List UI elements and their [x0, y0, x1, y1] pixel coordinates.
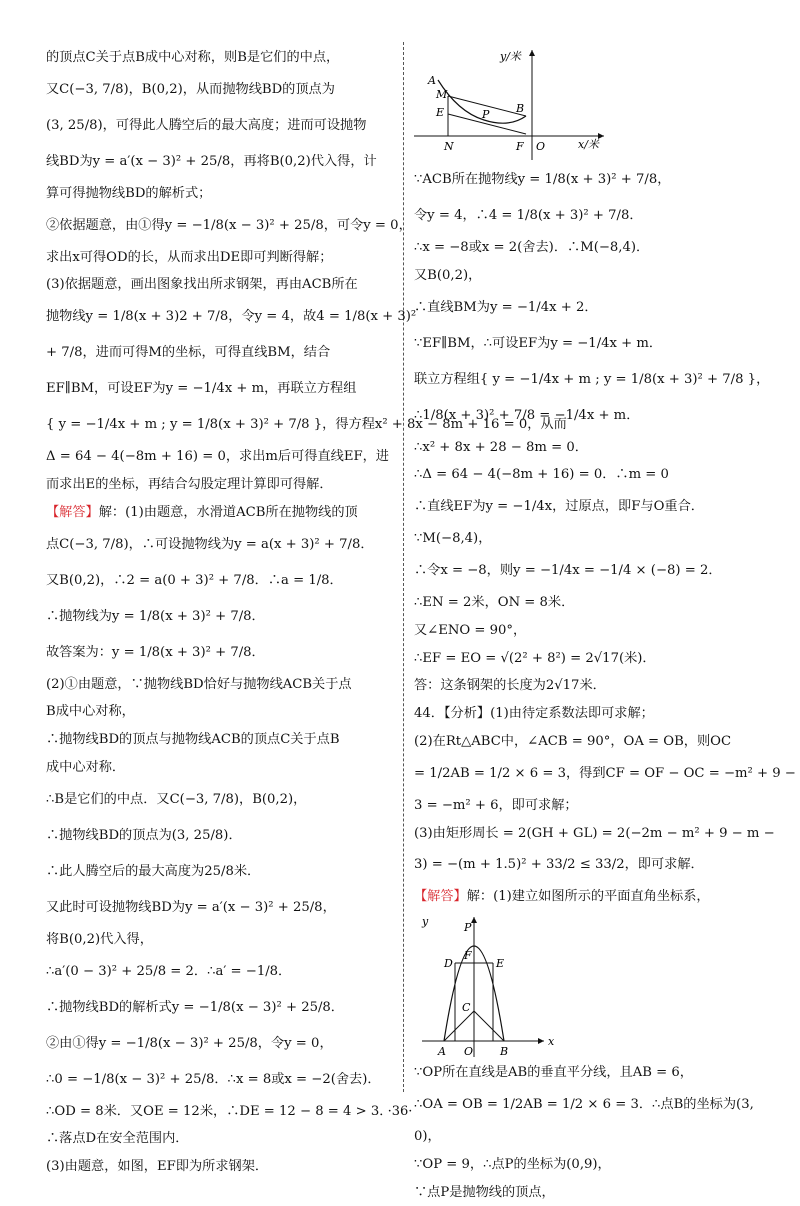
y-axis-label: y [422, 915, 429, 929]
text-line [46, 499, 394, 527]
text-line: Δ = 64 − 4(−8m + 16) = 0，求出m后可得直线EF，进 [46, 449, 389, 465]
text-line: 点C(−3, 7/8)，∴可设抛物线为y = a(x + 3)² + 7/8． [46, 536, 374, 552]
column-divider [403, 42, 404, 1092]
text-line: (3)由矩形周长 = 2(GH + GL) = 2(−2m − m² + 9 − m − [414, 825, 775, 841]
text-line: (3)由题意，如图，EF即为所求钢架． [46, 1159, 269, 1175]
point-label: E [436, 106, 445, 119]
point-label: M [436, 88, 448, 101]
text-line: 44．【分析】(1)由待定系数法即可求解； [414, 706, 654, 722]
answer-tag: 【解答】 [414, 889, 467, 905]
text-line: ∴抛物线BD的解析式y = −1/8(x − 3)² + 25/8． [46, 999, 344, 1015]
point-label: F [516, 140, 524, 153]
text-line: 抛物线y = 1/8(x + 3)2 + 7/8，令y = 4，故4 = 1/8(x + 3)² [46, 309, 417, 325]
y-axis-arrow-icon [529, 50, 535, 56]
text-line-content: 解：(1)由题意，水滑道ACB所在抛物线的顶 [98, 504, 358, 520]
text-line: 成中心对称． [46, 759, 126, 775]
text-line: ∴抛物线BD的顶点与抛物线ACB的顶点C关于点B [46, 732, 340, 748]
y-axis-label: y/米 [500, 50, 521, 63]
point-label: A [428, 74, 436, 87]
text-line: = 1/2AB = 1/2 × 6 = 3，得到CF = OF − OC = −m² + 9 − [414, 765, 796, 781]
point-label: B [516, 102, 525, 115]
text-line: ∴OD = 8米．又OE = 12米，∴DE = 12 − 8 = 4 > 3． [46, 1103, 393, 1119]
point-label: N [444, 140, 454, 153]
x-axis-label: x/米 [578, 138, 599, 151]
text-line: ∴x = −8或x = 2(舍去)．∴M(−8,4)． [414, 240, 650, 255]
text-line: ∴OA = OB = 1/2AB = 1/2 × 6 = 3．∴点B的坐标为(3, [414, 1096, 754, 1112]
x-axis-arrow-icon [538, 1038, 544, 1044]
text-line: ∵EF∥BM，∴可设EF为y = −1/4x + m． [414, 335, 663, 351]
point-label: E [496, 957, 505, 971]
text-line: ∴B是它们的中点．又C(−3, 7/8)，B(0,2)， [46, 791, 307, 807]
text-line: ∵M(−8,4)， [414, 531, 492, 547]
right-column [414, 44, 796, 1206]
point-label: P [482, 108, 490, 121]
point-label: O [464, 1045, 474, 1059]
text-line: (3)依据题意，画出图象找出所求钢架，再由ACB所在 [46, 277, 358, 293]
text-line: 线BD为y = a′(x − 3)² + 25/8，再将B(0,2)代入得，计 [46, 153, 377, 169]
text-line: ∴EN = 2米，ON = 8米． [414, 594, 575, 610]
point-label: A [438, 1045, 446, 1059]
text-line: 0)， [414, 1128, 441, 1144]
text-line: ②由①得y = −1/8(x − 3)² + 25/8，令y = 0， [46, 1035, 333, 1051]
text-line: ∴落点D在安全范围内． [46, 1131, 189, 1147]
text-line: 又∠ENO = 90°， [414, 622, 527, 638]
point-label: B [500, 1045, 509, 1059]
page-number: ·36· [387, 1104, 413, 1119]
text-line: 故答案为：y = 1/8(x + 3)² + 7/8． [46, 644, 265, 660]
text-line: 答：这条钢架的长度为2√17米． [414, 678, 606, 694]
text-line: ∴Δ = 64 − 4(−8m + 16) = 0．∴m = 0 [414, 467, 669, 483]
text-line: 而求出E的坐标，再结合勾股定理计算即可得解． [46, 476, 333, 492]
text-line: ∵OP所在直线是AB的垂直平分线，且AB = 6， [414, 1065, 693, 1081]
text-line: ∴抛物线BD的顶点为(3, 25/8)． [46, 827, 242, 843]
text-line: ∴a′(0 − 3)² + 25/8 = 2．∴a′ = −1/8． [46, 963, 292, 979]
text-line: 3) = −(m + 1.5)² + 33/2 ≤ 33/2，即可求解． [414, 857, 704, 873]
text-line: ∴x² + 8x + 28 − 8m = 0． [414, 439, 588, 455]
point-label: F [464, 949, 472, 963]
text-line: 又此时可设抛物线BD为y = a′(x − 3)² + 25/8， [46, 899, 336, 915]
text-line: ∴此人腾空后的最大高度为25/8米． [46, 863, 261, 879]
text-line: (3, 25/8)，可得此人腾空后的最大高度；进而可设抛物 [46, 117, 367, 133]
text-line: 将B(0,2)代入得， [46, 931, 153, 947]
point-label: O [536, 140, 546, 153]
text-line: EF∥BM，可设EF为y = −1/4x + m，再联立方程组 [46, 381, 357, 397]
text-line [414, 883, 766, 911]
text-line: ∴抛物线为y = 1/8(x + 3)² + 7/8． [46, 608, 265, 624]
point-label: C [462, 1001, 471, 1015]
text-line: ∴0 = −1/8(x − 3)² + 25/8．∴x = 8或x = −2(舍去)． [46, 1071, 381, 1087]
text-line: 的顶点C关于点B成中心对称，则B是它们的中点， [46, 50, 340, 65]
text-line: + 7/8，进而可得M的坐标，可得直线BM，结合 [46, 345, 331, 361]
text-line: 3 = −m² + 6，即可求解； [414, 797, 578, 813]
answer-tag: 【解答】 [46, 504, 99, 520]
text-line: B成中心对称， [46, 704, 135, 720]
text-line: ∴直线EF为y = −1/4x，过原点，即F与O重合． [414, 499, 704, 515]
text-line: 令y = 4，∴4 = 1/8(x + 3)² + 7/8． [414, 208, 643, 223]
text-line: ∵ACB所在抛物线y = 1/8(x + 3)² + 7/8， [414, 172, 671, 187]
text-line: { y = −1/4x + m ; y = 1/8(x + 3)² + 7/8 }，得方程x² + 8x − 8m + 16 = 0，从而 [46, 417, 567, 433]
text-line-content: 解：(1)建立如图所示的平面直角坐标系， [466, 889, 710, 905]
point-label: P [464, 921, 472, 935]
figure-arch [414, 911, 564, 1059]
text-line: 又C(−3, 7/8)，B(0,2)，从而抛物线BD的顶点为 [46, 81, 335, 97]
text-line: ∵点P是抛物线的顶点， [414, 1184, 555, 1200]
point-label: D [444, 957, 453, 971]
text-line: 算可得抛物线BD的解析式； [46, 185, 212, 201]
text-line: ∴令x = −8，则y = −1/4x = −1/4 × (−8) = 2． [414, 562, 722, 578]
text-line: ∵OP = 9，∴点P的坐标为(0,9)， [414, 1156, 611, 1172]
x-axis-label: x [548, 1035, 555, 1049]
text-line: (2)在Rt△ABC中，∠ACB = 90°，OA = OB，则OC [414, 733, 732, 749]
text-line: ②依据题意，由①得y = −1/8(x − 3)² + 25/8，可令y = 0， [46, 217, 412, 233]
text-line: (2)①由题意，∵抛物线BD恰好与抛物线ACB关于点 [46, 676, 352, 692]
y-axis-arrow-icon [471, 917, 477, 923]
text-line: 求出x可得OD的长，从而求出DE即可判断得解； [46, 249, 333, 265]
text-line: 又B(0,2)， [414, 267, 482, 283]
text-line: 联立方程组{ y = −1/4x + m ; y = 1/8(x + 3)² + 7/8 }， [414, 371, 770, 387]
figure-waterslide [414, 44, 614, 162]
text-line: ∴EF = EO = √(2² + 8²) = 2√17(米)． [414, 650, 656, 666]
text-line: 又B(0,2)，∴2 = a(0 + 3)² + 7/8．∴a = 1/8． [46, 572, 343, 588]
text-line: ∴直线BM为y = −1/4x + 2． [414, 299, 598, 315]
text-line: ∴1/8(x + 3)² + 7/8 = −1/4x + m． [414, 407, 640, 423]
